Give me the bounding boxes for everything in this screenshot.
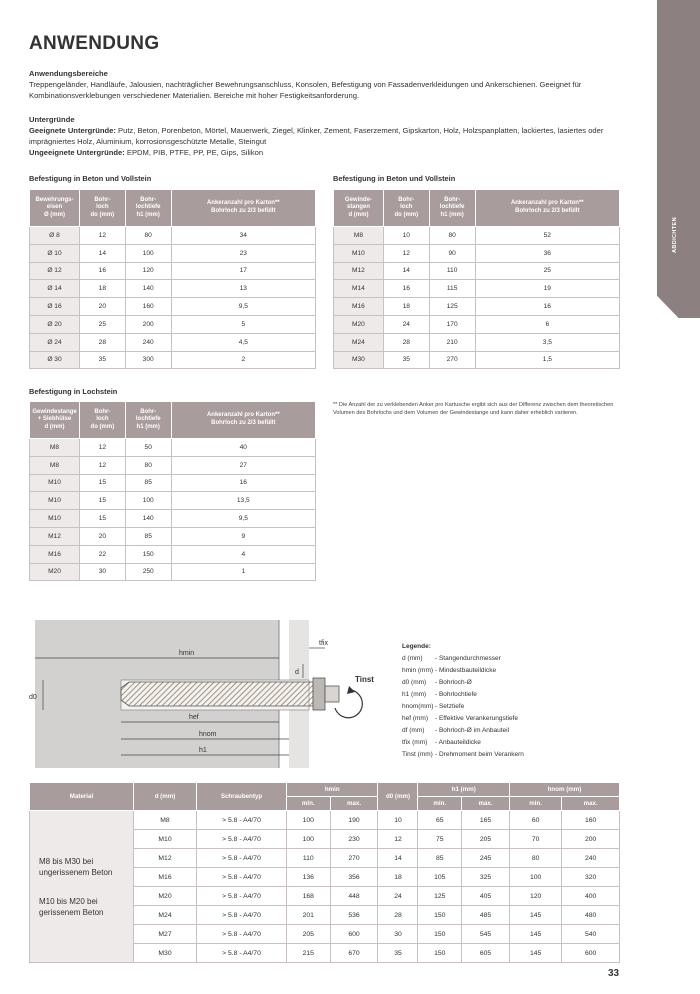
legend-value: - Bohrlochtiefe (435, 691, 477, 698)
table-cell: 325 (462, 868, 510, 887)
header-hnom: hnom (mm) (509, 783, 619, 797)
anchor-installation-diagram (29, 612, 389, 780)
table-cell: M24 (134, 906, 197, 925)
material-cell (30, 811, 134, 963)
table-cell: 25 (475, 262, 619, 280)
table-cell: Ø 24 (30, 333, 80, 351)
table-cell: 18 (378, 868, 418, 887)
table-perforated-title: Befestigung in Lochstein (29, 387, 118, 396)
legend-key: hnom(mm) (402, 703, 434, 710)
table-cell: 150 (418, 925, 462, 944)
table-cell: 13,5 (171, 492, 315, 510)
table-cell: 140 (125, 280, 171, 298)
table-cell: 4 (171, 545, 315, 563)
table-cell: 75 (418, 830, 462, 849)
dimensions-table-body (30, 811, 620, 963)
column-header: Bohr- lochtiefe h1 (mm) (125, 402, 171, 439)
table-row (30, 510, 316, 528)
table-cell: 4,5 (171, 333, 315, 351)
legend-item (402, 749, 524, 761)
legend-value: - Bohrloch-Ø (435, 679, 472, 686)
table-cell: 30 (378, 925, 418, 944)
table-cell: 145 (509, 944, 561, 963)
table-cell: M12 (30, 527, 80, 545)
table-cell: 1,5 (475, 351, 619, 369)
table-cell: Ø 10 (30, 244, 80, 262)
table-cell: 270 (429, 351, 475, 369)
table-cell: 15 (79, 474, 125, 492)
label-h1: h1 (199, 747, 207, 754)
column-header: Bohr- loch do (mm) (79, 190, 125, 227)
table-cell: 35 (383, 351, 429, 369)
table-row (30, 351, 316, 369)
table-cell: M10 (30, 474, 80, 492)
suitable-substrates (29, 125, 649, 147)
table-cell: 120 (509, 887, 561, 906)
table-cell: 100 (125, 244, 171, 262)
table-cell: 14 (378, 849, 418, 868)
page-title: ANWENDUNG (29, 33, 160, 54)
legend-item (402, 665, 524, 677)
suitable-label: Geeignete Untergründe: (29, 126, 116, 135)
table-cell: 20 (79, 298, 125, 316)
legend-value: - Setztiefe (435, 703, 465, 710)
section-side-tab (657, 0, 700, 318)
legend-value: - Stangendurchmesser (435, 655, 501, 662)
table-cell: M10 (30, 510, 80, 528)
table-cell: 200 (125, 315, 171, 333)
column-header: Bewehrungs- eisen Ø (mm) (30, 190, 80, 227)
legend-item (402, 713, 524, 725)
table-cell: 12 (79, 227, 125, 245)
table-row (334, 227, 620, 245)
table-row (30, 563, 316, 581)
table-row (30, 456, 316, 474)
table-cell: M8 (30, 439, 80, 457)
table-cell: 2 (171, 351, 315, 369)
table-cell: M27 (134, 925, 197, 944)
table-cell: > 5.8 - A4/70 (197, 944, 287, 963)
footnote: ** Die Anzahl der zu verklebenden Anker pro Kartusche ergibt sich aus der Differenz zwischen dem theoretischen Volumen des Bohrlochs und dem Volumen der Gewindestange und kann daher erheblich variieren. (333, 402, 614, 417)
table-cell: 145 (509, 925, 561, 944)
table-row (334, 262, 620, 280)
table-cell: 18 (383, 298, 429, 316)
table-cell: 300 (125, 351, 171, 369)
page-number: 33 (608, 968, 620, 979)
table-cell: 160 (125, 298, 171, 316)
table-cell: 40 (171, 439, 315, 457)
table-row (334, 280, 620, 298)
legend-key: d0 (mm) (402, 679, 427, 686)
table-cell: 3,5 (475, 333, 619, 351)
table-cell: 100 (287, 811, 331, 830)
table-cell: 30 (79, 563, 125, 581)
table-cell: 250 (125, 563, 171, 581)
table-cell: 9 (171, 527, 315, 545)
table-cell: M12 (134, 849, 197, 868)
table-cell: 100 (509, 868, 561, 887)
table-cell: 125 (429, 298, 475, 316)
table-cell: 80 (509, 849, 561, 868)
column-header: Bohr- lochtiefe h1 (mm) (125, 190, 171, 227)
table-row (334, 244, 620, 262)
table-cell: M8 (334, 227, 384, 245)
table-concrete-rods (333, 189, 620, 369)
table-cell: M16 (134, 868, 197, 887)
substrates-section (29, 114, 649, 158)
table-cell: M16 (30, 545, 80, 563)
legend-item (402, 725, 524, 737)
diagram-legend (402, 641, 524, 761)
table-perforated (29, 401, 316, 581)
legend-item (402, 677, 524, 689)
unsuitable-label: Ungeeignete Untergründe: (29, 148, 125, 157)
table-cell: 540 (562, 925, 620, 944)
table-cell: 125 (418, 887, 462, 906)
table-cell: 80 (429, 227, 475, 245)
table-cell: 536 (330, 906, 378, 925)
table-row (30, 545, 316, 563)
table-cell: M16 (334, 298, 384, 316)
table-cell: M10 (134, 830, 197, 849)
header-material: Material (30, 783, 134, 811)
table-row (30, 227, 316, 245)
table-row (334, 333, 620, 351)
table-cell: 15 (79, 492, 125, 510)
table-cell: 120 (125, 262, 171, 280)
table-cell: Ø 20 (30, 315, 80, 333)
table-cell: > 5.8 - A4/70 (197, 868, 287, 887)
application-section (29, 68, 649, 101)
header-d: d (mm) (134, 783, 197, 811)
application-text: Treppengeländer, Handläufe, Jalousien, nachträglicher Bewehrungsanschluss, Konsolen, Befestigung von Fassadenverkleidungen und Ankerschienen. Geeignet für Kombinationsverklebungen verschiedener Materialien. Bereiche mit hoher Festigkeitsanforderung. (29, 80, 582, 100)
header-hnom-min: min. (509, 797, 561, 811)
table-cell: M12 (334, 262, 384, 280)
table-cell: 20 (79, 527, 125, 545)
legend-key: h1 (mm) (402, 691, 427, 698)
table-cell: 28 (383, 333, 429, 351)
table-cell: 405 (462, 887, 510, 906)
table-cell: 230 (330, 830, 378, 849)
table-cell: 16 (171, 474, 315, 492)
table-row (30, 439, 316, 457)
table-cell: M20 (134, 887, 197, 906)
legend-value: - Mindestbauteildicke (435, 667, 497, 674)
table-cell: 65 (418, 811, 462, 830)
header-screw-type: Schraubentyp (197, 783, 287, 811)
table-cell: 100 (125, 492, 171, 510)
legend-title: Legende: (402, 643, 431, 650)
legend-key: Tinst (mm) (402, 751, 433, 758)
table-cell: 35 (79, 351, 125, 369)
column-header: Ankeranzahl pro Karton** Bohrloch zu 2/3 befüllt (171, 190, 315, 227)
table-row (30, 244, 316, 262)
table-row (30, 527, 316, 545)
table-cell: 245 (462, 849, 510, 868)
table-row (334, 351, 620, 369)
table-cell: 9,5 (171, 298, 315, 316)
threaded-rod (121, 682, 313, 706)
table-cell: 70 (509, 830, 561, 849)
table-cell: 240 (562, 849, 620, 868)
table-row (30, 315, 316, 333)
table-cell: 150 (418, 906, 462, 925)
dimensions-table (29, 782, 620, 963)
table-row (334, 298, 620, 316)
table-cell: 23 (171, 244, 315, 262)
nut (313, 678, 325, 710)
column-header: Ankeranzahl pro Karton** Bohrloch zu 2/3 befüllt (475, 190, 619, 227)
legend-item (402, 737, 524, 749)
label-d: d (295, 669, 299, 676)
table-row (30, 262, 316, 280)
header-hmin-min: min. (287, 797, 331, 811)
column-header: Gewindestange + Siebhülse d (mm) (30, 402, 80, 439)
legend-key: d (mm) (402, 655, 423, 662)
table-cell: 140 (125, 510, 171, 528)
table-cell: 12 (383, 244, 429, 262)
table-cell: 27 (171, 456, 315, 474)
table-cell: 24 (383, 315, 429, 333)
table-cell: 150 (418, 944, 462, 963)
table-cell: 35 (378, 944, 418, 963)
label-hnom: hnom (199, 731, 217, 738)
legend-key: df (mm) (402, 727, 425, 734)
table-cell: Ø 12 (30, 262, 80, 280)
legend-value: - Anbauteildicke (435, 739, 481, 746)
header-hmin: hmin (287, 783, 378, 797)
table-cell: 480 (562, 906, 620, 925)
label-tinst: Tinst (355, 675, 374, 684)
table-cell: 136 (287, 868, 331, 887)
label-d0: d0 (29, 694, 37, 701)
table-cell: 400 (562, 887, 620, 906)
table-cell: 17 (171, 262, 315, 280)
legend-value: - Bohrloch-Ø im Anbauteil (435, 727, 510, 734)
table-cell: 10 (378, 811, 418, 830)
label-hmin: hmin (179, 650, 195, 657)
table-cell: 210 (429, 333, 475, 351)
header-hmin-max: max. (330, 797, 378, 811)
table-row (30, 280, 316, 298)
table-cell: 201 (287, 906, 331, 925)
header-h1: h1 (mm) (418, 783, 509, 797)
table-cell: M24 (334, 333, 384, 351)
table-cell: 356 (330, 868, 378, 887)
table-cell: 25 (79, 315, 125, 333)
legend-key: tfix (mm) (402, 739, 428, 746)
table-cell: 600 (330, 925, 378, 944)
table-cell: 205 (462, 830, 510, 849)
table-cell: Ø 14 (30, 280, 80, 298)
table-row (334, 315, 620, 333)
table-cell: 240 (125, 333, 171, 351)
table-row (30, 298, 316, 316)
table-cell: M30 (134, 944, 197, 963)
table-cell: 15 (79, 510, 125, 528)
table-cell: Ø 30 (30, 351, 80, 369)
table-cell: 100 (287, 830, 331, 849)
table-cell: Ø 16 (30, 298, 80, 316)
table-cell: 168 (287, 887, 331, 906)
table-row (30, 333, 316, 351)
table-cell: 85 (418, 849, 462, 868)
table-cell: M8 (30, 456, 80, 474)
table-cell: 485 (462, 906, 510, 925)
table-cell: 6 (475, 315, 619, 333)
table-cell: 80 (125, 456, 171, 474)
table-cell: 605 (462, 944, 510, 963)
table-cell: M14 (334, 280, 384, 298)
substrates-heading: Untergründe (29, 115, 75, 124)
table-concrete-rods-title: Befestigung in Beton und Vollstein (333, 174, 456, 183)
header-hnom-max: max. (562, 797, 620, 811)
legend-item (402, 653, 524, 665)
table-cell: 18 (79, 280, 125, 298)
column-header: Bohr- lochtiefe h1 (mm) (429, 190, 475, 227)
label-tfix: tfix (319, 640, 328, 647)
legend-item (402, 689, 524, 701)
table-cell: 13 (171, 280, 315, 298)
table-cell: M10 (30, 492, 80, 510)
table-cell: 150 (125, 545, 171, 563)
table-cell: 320 (562, 868, 620, 887)
unsuitable-substrates (29, 147, 649, 158)
table-cell: 1 (171, 563, 315, 581)
table-cell: 270 (330, 849, 378, 868)
label-hef: hef (189, 714, 199, 721)
table-cell: 205 (287, 925, 331, 944)
table-cell: 36 (475, 244, 619, 262)
table-cell: 165 (462, 811, 510, 830)
side-tab-label: ABDICHTEN (672, 217, 678, 253)
table-cell: Ø 8 (30, 227, 80, 245)
table-cell: 145 (509, 906, 561, 925)
rod-end (325, 686, 339, 702)
table-cell: 600 (562, 944, 620, 963)
table-cell: M20 (30, 563, 80, 581)
table-cell: M10 (334, 244, 384, 262)
table-cell: 14 (383, 262, 429, 280)
table-cell: 19 (475, 280, 619, 298)
table-cell: 16 (79, 262, 125, 280)
table-row (30, 811, 620, 830)
table-row (30, 474, 316, 492)
table-cell: 105 (418, 868, 462, 887)
table-cell: 14 (79, 244, 125, 262)
application-heading: Anwendungsbereiche (29, 69, 108, 78)
table-cell: > 5.8 - A4/70 (197, 925, 287, 944)
column-header: Bohr- loch do (mm) (383, 190, 429, 227)
table-cell: 190 (330, 811, 378, 830)
column-header: Bohr- loch do (mm) (79, 402, 125, 439)
table-cell: 85 (125, 527, 171, 545)
table-concrete-threaded-title: Befestigung in Beton und Vollstein (29, 174, 152, 183)
table-cell: 60 (509, 811, 561, 830)
unsuitable-text: EPDM, PIB, PTFE, PP, PE, Gips, Silikon (124, 148, 264, 157)
table-cell: 12 (79, 439, 125, 457)
header-h1-min: min. (418, 797, 462, 811)
table-cell: > 5.8 - A4/70 (197, 811, 287, 830)
column-header: Gewinde- stangen d (mm) (334, 190, 384, 227)
table-cell: 670 (330, 944, 378, 963)
table-cell: 16 (475, 298, 619, 316)
table-cell: 10 (383, 227, 429, 245)
table-cell: M20 (334, 315, 384, 333)
legend-key: hef (mm) (402, 715, 428, 722)
table-cell: M8 (134, 811, 197, 830)
column-header: Ankeranzahl pro Karton** Bohrloch zu 2/3 befüllt (171, 402, 315, 439)
table-cell: 110 (429, 262, 475, 280)
table-cell: > 5.8 - A4/70 (197, 887, 287, 906)
table-cell: 22 (79, 545, 125, 563)
table-cell: 448 (330, 887, 378, 906)
table-cell: 28 (79, 333, 125, 351)
table-cell: > 5.8 - A4/70 (197, 849, 287, 868)
table-cell: 12 (378, 830, 418, 849)
table-cell: 160 (562, 811, 620, 830)
legend-items (402, 653, 524, 761)
table-row (30, 492, 316, 510)
table-cell: 16 (383, 280, 429, 298)
table-cell: > 5.8 - A4/70 (197, 906, 287, 925)
table-cell: 34 (171, 227, 315, 245)
table-cell: 24 (378, 887, 418, 906)
table-cell: 85 (125, 474, 171, 492)
table-cell: 50 (125, 439, 171, 457)
legend-value: - Drehmoment beim Verankern (435, 751, 524, 758)
suitable-text: Putz, Beton, Porenbeton, Mörtel, Mauerwerk, Ziegel, Klinker, Zement, Faserzement, Gipskarton, Holz, Holzspanplatten, lackiertes, lasiertes oder imprägniertes Holz, Aluminium, korrosionsgeschützte Metalle, Steingut (29, 126, 604, 146)
table-cell: 80 (125, 227, 171, 245)
legend-value: - Effektive Verankerungstiefe (435, 715, 518, 722)
table-cell: 5 (171, 315, 315, 333)
table-cell: 90 (429, 244, 475, 262)
legend-item (402, 701, 524, 713)
table-cell: 9,5 (171, 510, 315, 528)
material-cracked: M10 bis M20 bei gerissenem Beton (39, 896, 104, 917)
table-cell: 28 (378, 906, 418, 925)
legend-key: hmin (mm) (402, 667, 434, 674)
header-h1-max: max. (462, 797, 510, 811)
table-cell: 170 (429, 315, 475, 333)
table-cell: 545 (462, 925, 510, 944)
table-cell: 110 (287, 849, 331, 868)
material-uncracked: M8 bis M30 bei ungerissenem Beton (39, 856, 113, 877)
table-cell: M30 (334, 351, 384, 369)
table-cell: > 5.8 - A4/70 (197, 830, 287, 849)
table-cell: 12 (79, 456, 125, 474)
table-cell: 52 (475, 227, 619, 245)
table-concrete-threaded (29, 189, 316, 369)
table-cell: 200 (562, 830, 620, 849)
table-cell: 115 (429, 280, 475, 298)
table-cell: 215 (287, 944, 331, 963)
header-d0: d0 (mm) (378, 783, 418, 811)
